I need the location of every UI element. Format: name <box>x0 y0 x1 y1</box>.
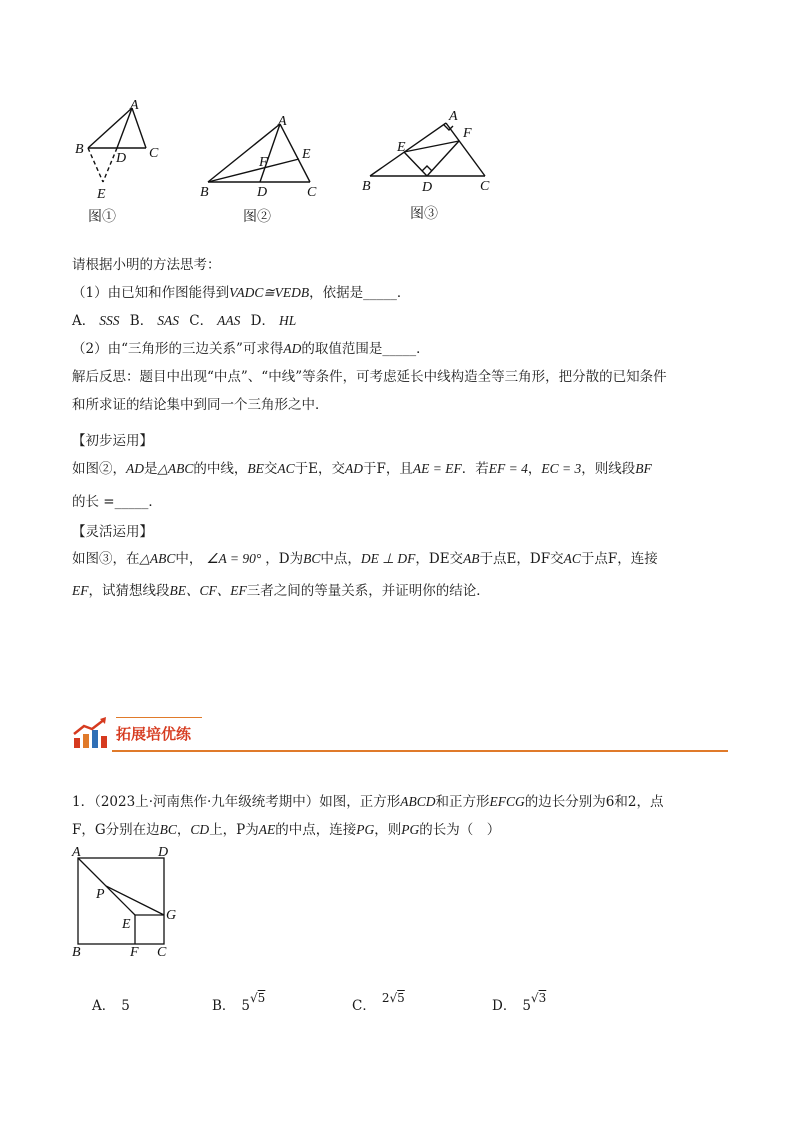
fig3-label-b: B <box>362 179 371 194</box>
question-2: （2）由“三角形的三边关系”可求得AD的取值范围是_____． <box>72 341 430 357</box>
option-a[interactable]: A． 5 <box>92 998 130 1014</box>
fig3-label-e: E <box>397 140 406 155</box>
question-1: （1）由已知和作图能得到VADC≅VEDB，依据是_____． <box>72 285 411 301</box>
fig3-label-f: F <box>463 126 472 141</box>
p1-label-e: E <box>122 917 131 932</box>
fig3-label-d: D <box>422 180 433 195</box>
initial-use-line-2: 的长 =_____． <box>72 494 162 510</box>
fig3-label-c: C <box>480 179 490 194</box>
fig2-label-f: F <box>259 155 268 170</box>
fig1-label-b: B <box>75 142 84 157</box>
figure-3-caption: 图③ <box>410 206 438 222</box>
section-divider <box>112 750 728 752</box>
option-d[interactable]: D． 5√3 <box>492 991 547 1014</box>
p1-label-g: G <box>166 908 177 923</box>
fig1-label-d: D <box>116 151 127 166</box>
initial-use-line-1: 如图②，AD是△ABC的中线，BE交AC于E，交AD于F，且AE = EF．若EF = 4，EC = 3，则线段BF <box>72 461 652 477</box>
problem-1-line-1: 1．（2023上·河南焦作·九年级统考期中）如图，正方形ABCD和正方形EFCG的边长分别为6和2，点 <box>72 794 664 810</box>
fig1-label-a: A <box>130 98 139 113</box>
intro-text: 请根据小明的方法思考： <box>72 257 221 273</box>
fig2-label-b: B <box>200 185 209 200</box>
p1-label-c: C <box>157 945 167 960</box>
fig1-label-c: C <box>149 146 159 161</box>
figure-2-caption: 图② <box>243 209 271 225</box>
fig1-label-e: E <box>97 187 106 202</box>
flexible-use-line-1: 如图③，在△ABC中， ∠A = 90° ，D为BC中点，DE ⊥ DF，DE交AB于点E，DF交AC于点F，连接 <box>72 551 658 567</box>
reflection-line-2: 和所求证的结论集中到同一个三角形之中． <box>72 397 329 413</box>
option-c[interactable]: C． 2√5 <box>352 991 405 1014</box>
p1-label-p: P <box>96 887 105 902</box>
figure-3 <box>360 105 495 200</box>
fig2-label-e: E <box>302 147 311 162</box>
question-1-options: A． SSS B． SAS C． AAS D． HL <box>72 313 297 329</box>
figure-1-caption: 图① <box>88 209 116 225</box>
figure-2 <box>196 110 331 205</box>
heading-flexible-use: 【灵活运用】 <box>72 524 153 540</box>
section-title-overline <box>116 717 202 718</box>
heading-initial-use: 【初步运用】 <box>72 433 153 449</box>
section-title: 拓展培优练 <box>116 725 192 743</box>
p1-label-a: A <box>72 845 81 860</box>
p1-label-f: F <box>130 945 139 960</box>
p1-label-d: D <box>158 845 169 860</box>
reflection-line-1: 解后反思：题目中出现“中点”、“中线”等条件，可考虑延长中线构造全等三角形，把分散的已知条件 <box>72 369 667 385</box>
problem-1-figure <box>68 842 188 962</box>
chart-growth-icon <box>72 716 110 750</box>
fig2-label-d: D <box>257 185 268 200</box>
section-header <box>72 714 728 754</box>
p1-label-b: B <box>72 945 81 960</box>
fig3-label-a: A <box>449 109 458 124</box>
fig2-label-c: C <box>307 185 317 200</box>
figure-1 <box>70 98 180 208</box>
problem-1-line-2: F，G分别在边BC，CD上，P为AE的中点，连接PG，则PG的长为（ ） <box>72 822 501 838</box>
fig2-label-a: A <box>278 114 287 129</box>
flexible-use-line-2: EF，试猜想线段BE、CF、EF三者之间的等量关系，并证明你的结论． <box>72 583 490 599</box>
option-b[interactable]: B． 5√5 <box>212 991 266 1014</box>
